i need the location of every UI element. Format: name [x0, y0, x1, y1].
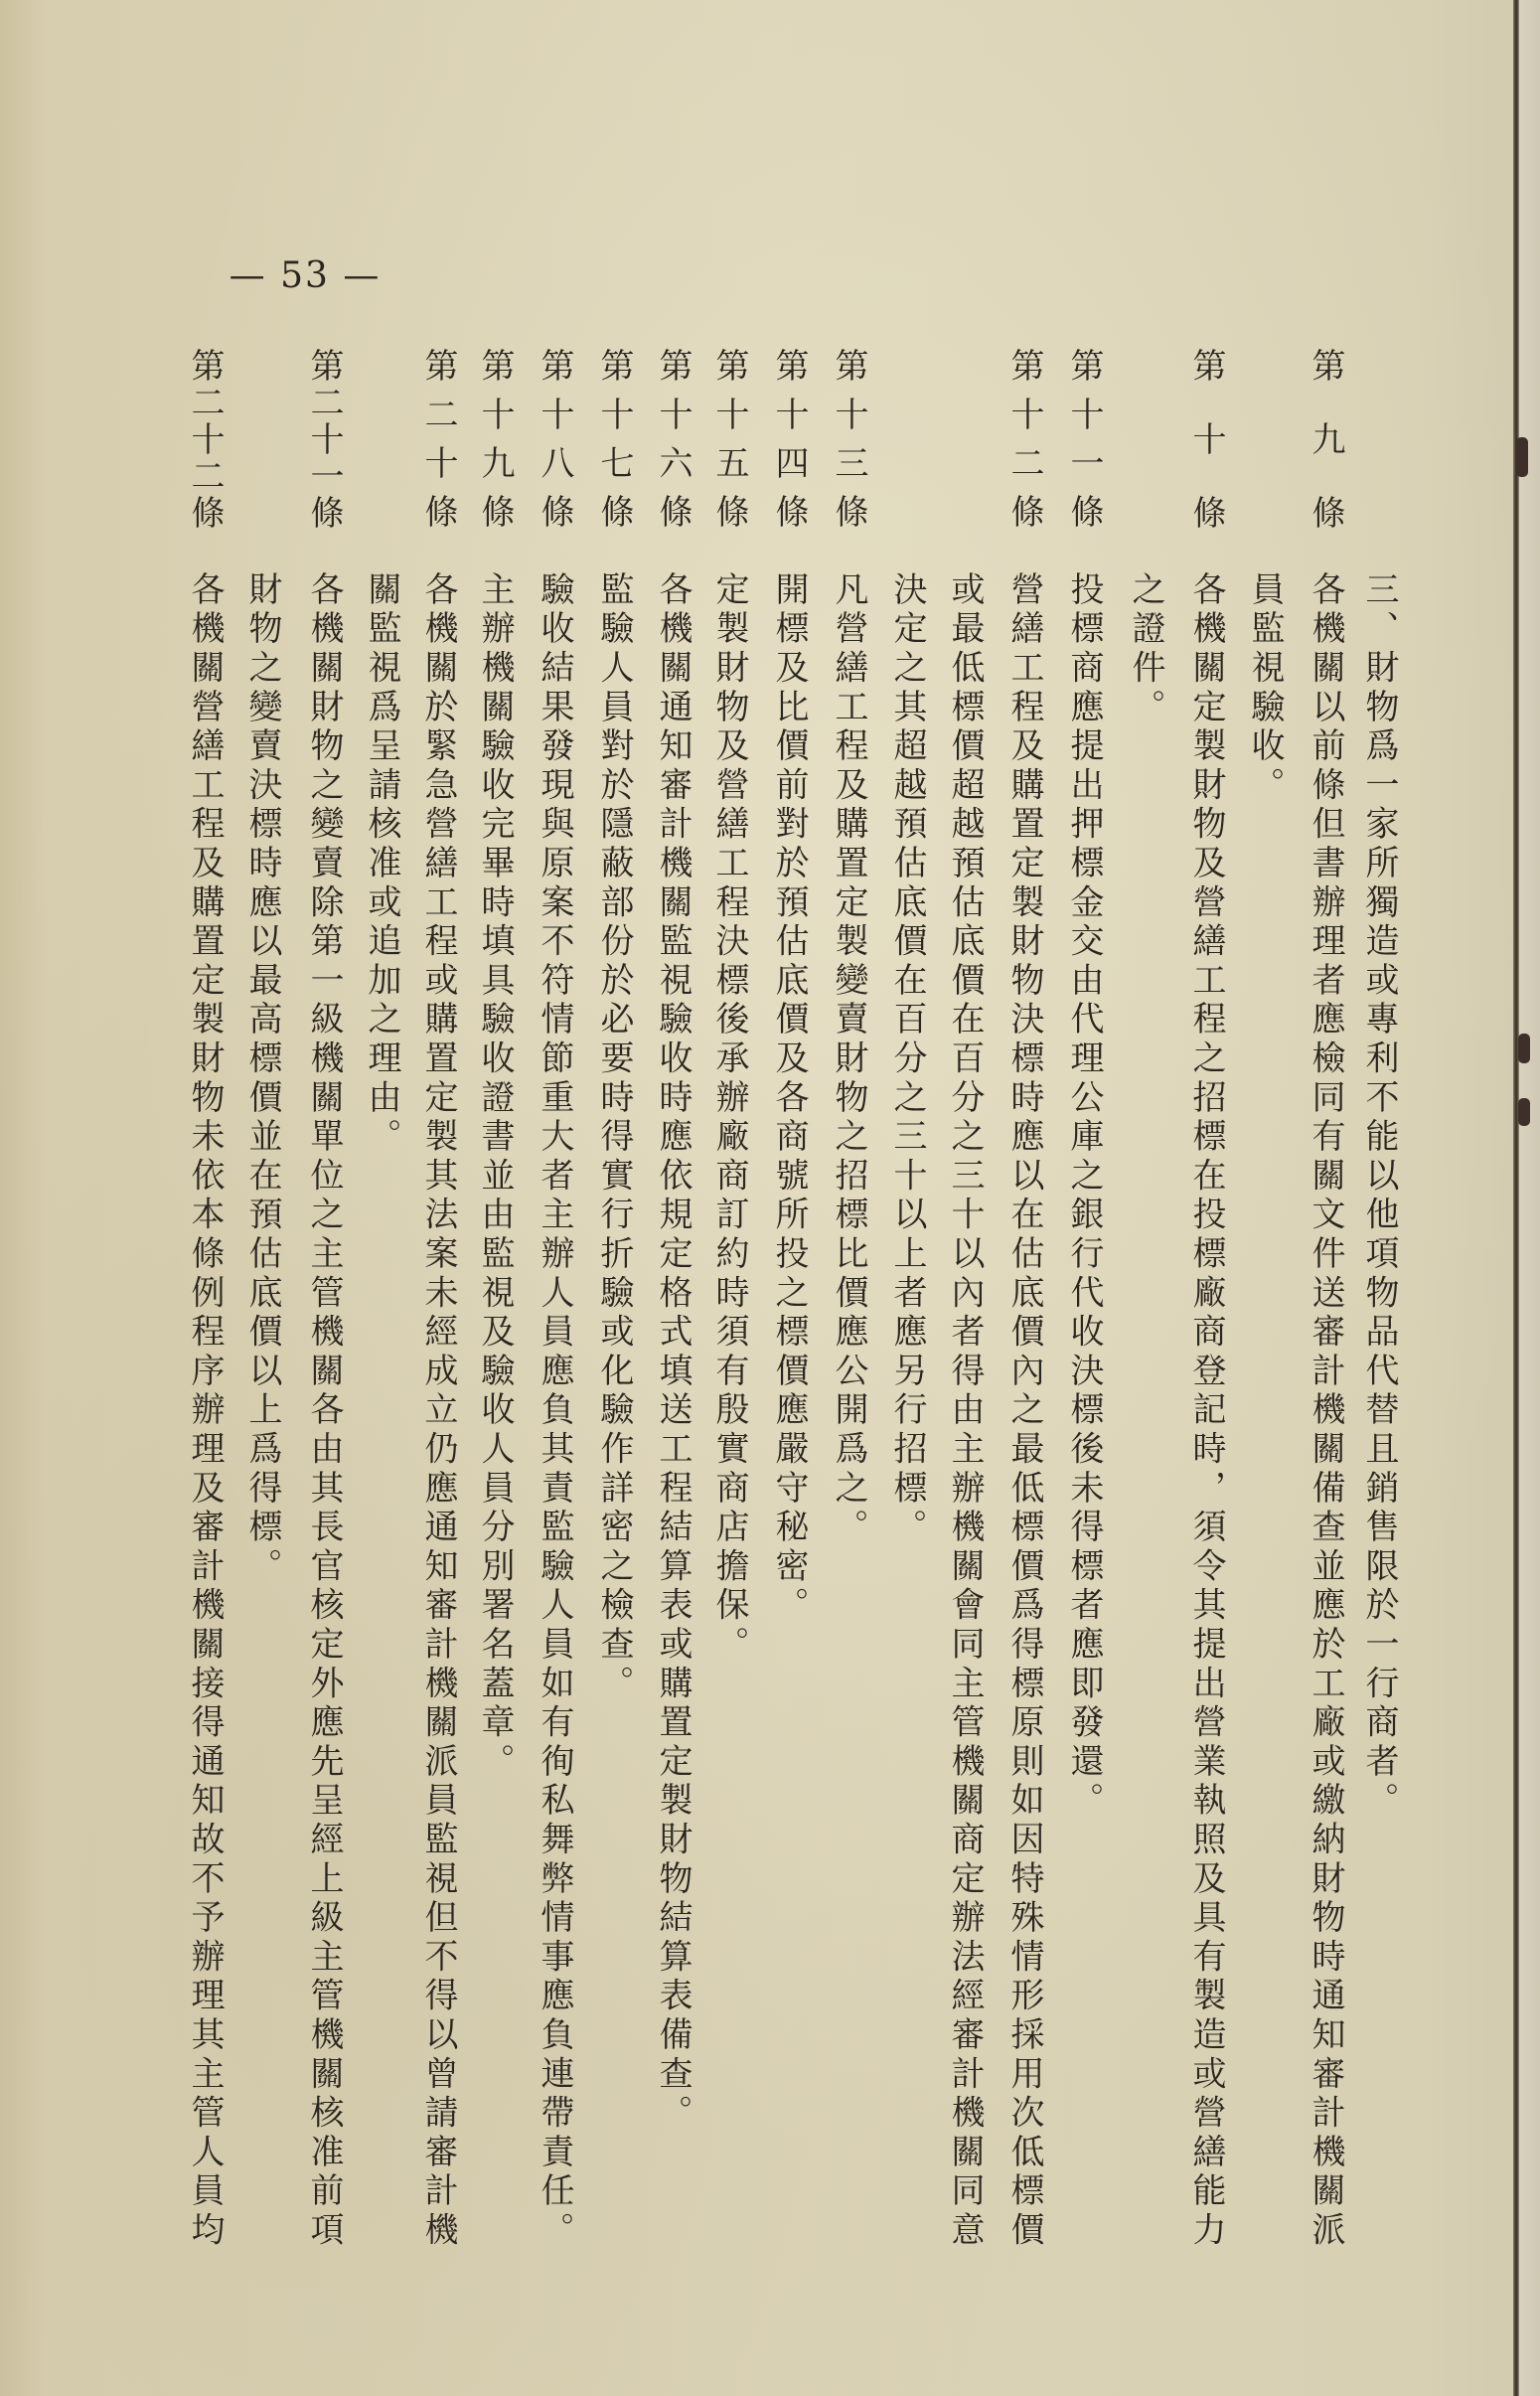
article-body-line: 各機關於緊急營繕工程或購置定製其法案未經成立仍應通知審計機關派員監視但不得以曾請審計機 — [418, 571, 458, 2251]
article-body-line: 各機關以前條但書辦理者應檢同有關文件送審計機關備查並應於工廠或繳納財物時通知審計機關派 — [1306, 571, 1345, 2251]
article-body-line: 或最低標價超越預估底價在百分之三十以內者得由主辦機關會同主管機關商定辦法經審計機關同意 — [945, 571, 985, 2251]
article-body-line: 各機關營繕工程及購置定製財物未依本條例程序辦理及審計機關接得通知故不予辦理其主管人員均 — [185, 571, 225, 2251]
edge-tear-mark — [1518, 1034, 1530, 1063]
article-body-line: 投標商應提出押標金交由代理公庫之銀行代收決標後未得標者應即發還。 — [1064, 571, 1104, 1822]
article-body-line: 各機關財物之變賣除第一級機關單位之主管機關各由其長官核定外應先呈經上級主管機關核准前項 — [304, 571, 344, 2251]
article-heading: 第十一條 — [1064, 348, 1104, 543]
article-heading: 第九條 — [1306, 348, 1345, 568]
article-body-line: 開標及比價前對於預估底價及各商號所投之標價應嚴守秘密。 — [769, 571, 809, 1627]
article-heading: 第十八條 — [535, 348, 574, 543]
article-heading: 第十五條 — [709, 348, 749, 543]
article-heading: 第十九條 — [475, 348, 515, 543]
article-heading: 第二十二條 — [185, 348, 225, 532]
article-heading: 第十二條 — [1004, 348, 1044, 543]
carryover-item-text: 三、財物爲一家所獨造或專利不能以他項物品代替且銷售限於一行商者。 — [1359, 571, 1399, 1822]
edge-tear-mark — [1516, 437, 1528, 477]
article-body-line: 關監視爲呈請核准或追加之理由。 — [362, 571, 401, 1158]
article-heading: 第十三條 — [829, 348, 868, 543]
article-heading: 第十七條 — [594, 348, 634, 543]
article-body-line: 監驗人員對於隱蔽部份於必要時得實行折驗或化驗作詳密之檢查。 — [594, 571, 634, 1704]
article-body-line: 定製財物及營繕工程決標後承辦廠商訂約時須有殷實商店擔保。 — [709, 571, 749, 1666]
article-body-line: 凡營繕工程及購置定製變賣財物之招標比價應公開爲之。 — [829, 571, 868, 1548]
next-page-edge-strip — [1519, 0, 1540, 2396]
article-body-line: 驗收結果發現與原案不符情節重大者主辦人員應負其責監驗人員如有徇私舞弊情事應負連帶責任。 — [535, 571, 574, 2251]
article-body-line: 主辦機關驗收完畢時填具驗收證書並由監視及驗收人員分別署名蓋章。 — [475, 571, 515, 1783]
article-body-line: 各機關定製財物及營繕工程之招標在投標廠商登記時，須令其提出營業執照及具有製造或營繕能力 — [1186, 571, 1226, 2251]
page-number: — 53 — — [229, 255, 382, 296]
article-body-line: 各機關通知審計機關監視驗收時應依規定格式填送工程結算表或購置定製財物結算表備查。 — [653, 571, 693, 2134]
article-heading: 第十六條 — [653, 348, 693, 543]
article-heading: 第十四條 — [769, 348, 809, 543]
article-body-line: 決定之其超越預估底價在百分之三十以上者應另行招標。 — [887, 571, 927, 1548]
article-body-line: 員監視驗收。 — [1245, 571, 1285, 806]
article-body-line: 之證件。 — [1126, 571, 1165, 728]
article-heading: 第十條 — [1186, 348, 1226, 568]
article-body-line: 財物之變賣決標時應以最高標價並在預估底價以上爲得標。 — [242, 571, 282, 1587]
article-heading: 第二十條 — [418, 348, 458, 543]
article-heading: 第二十一條 — [304, 348, 344, 532]
article-body-line: 營繕工程及購置定製財物決標時應以在估底價內之最低標價爲得標原則如因特殊情形採用次低標價 — [1004, 571, 1044, 2251]
edge-tear-mark — [1518, 1098, 1530, 1126]
